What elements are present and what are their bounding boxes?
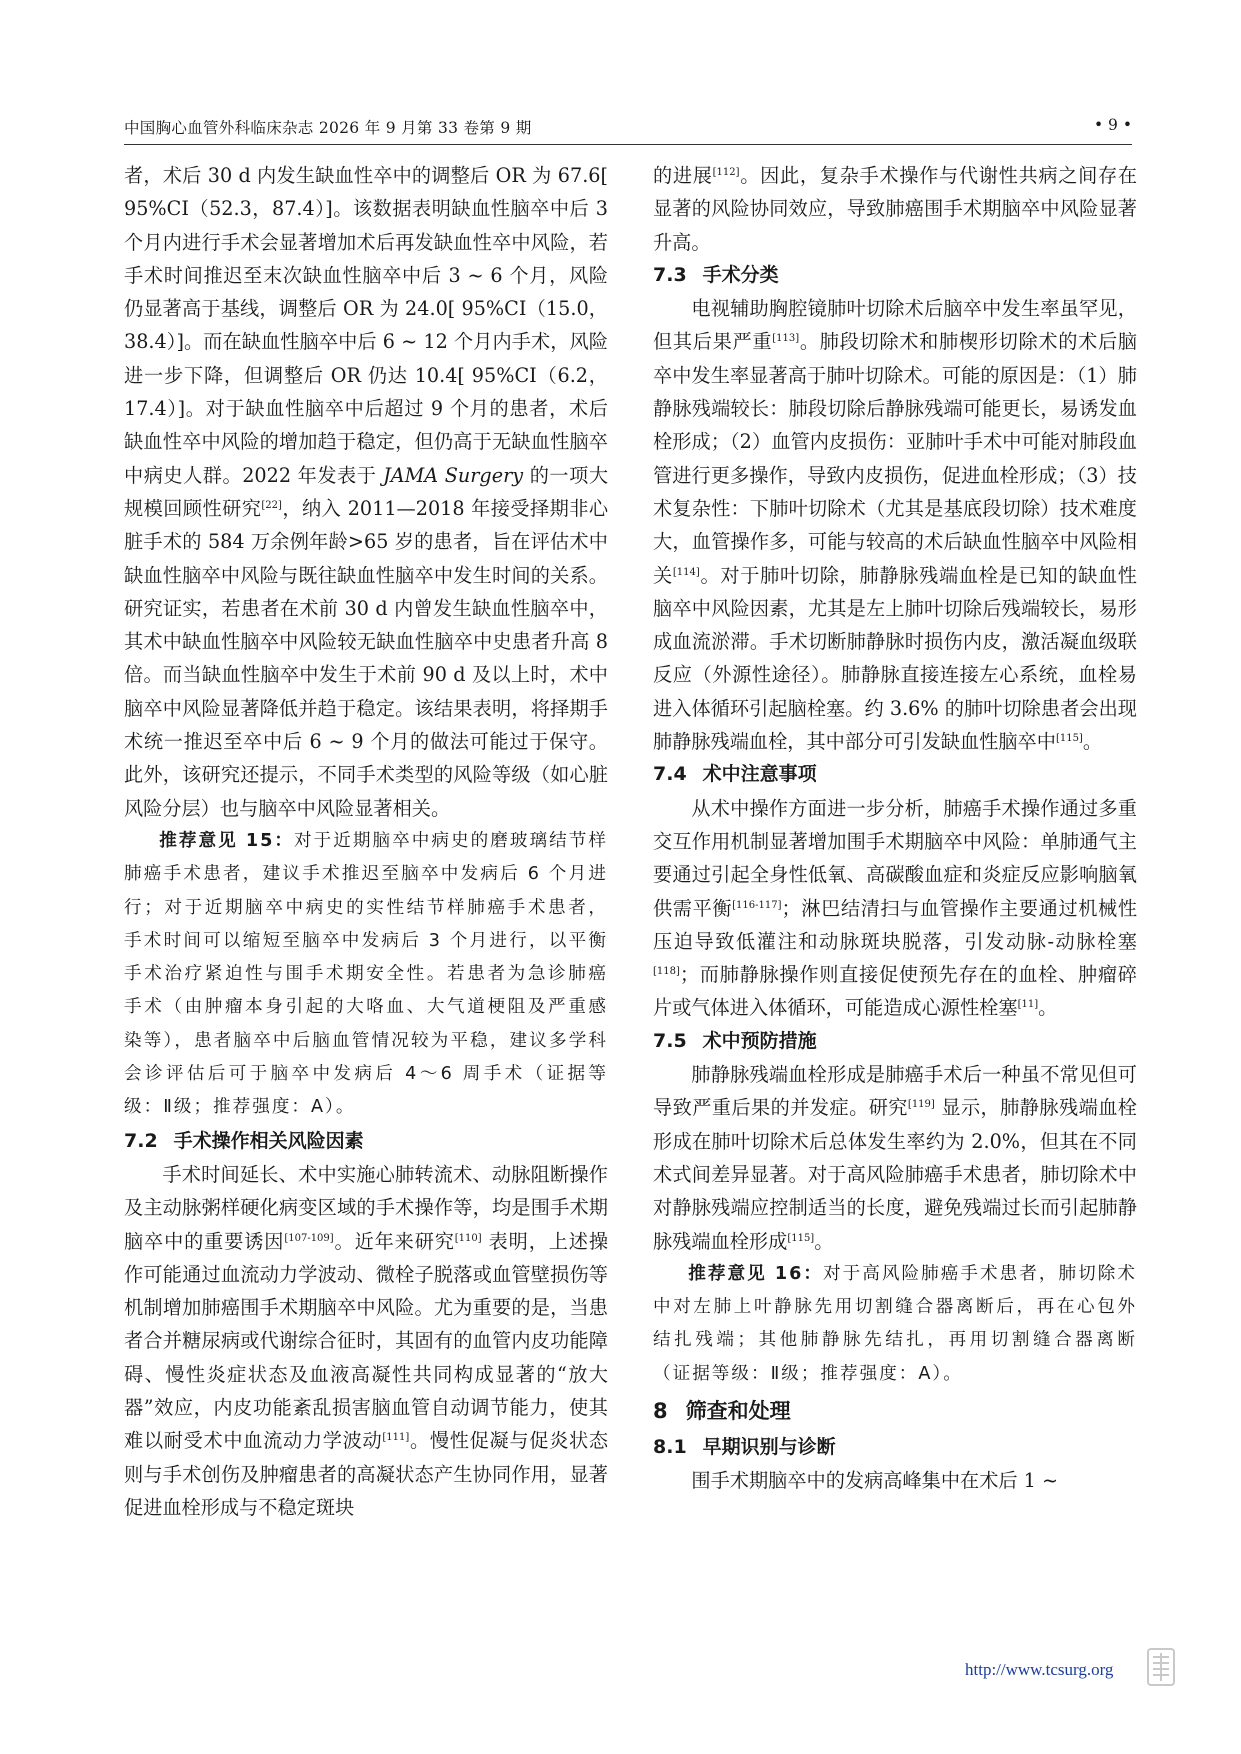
citation: [111] bbox=[382, 1432, 410, 1444]
paragraph-7-4: 从术中操作方面进一步分析，肺癌手术操作通过多重交互作用机制显著增加围手术期脑卒中风险：单肺通气主要通过引起全身性低氧、高碳酸血症和炎症反应影响脑氧供需平衡[116-117]；淋巴结清扫与血管操作主要通过机械性压迫导致低灌注和动脉斑块脱落，引发动脉-动脉栓塞[118]；而肺静脉操作则直接促使预先存在的血栓、肿瘤碎片或气体进入体循环，可能造成心源性栓塞[11]。 bbox=[653, 796, 1138, 1020]
citation: [114] bbox=[672, 566, 700, 578]
journal-title: 中国胸心血管外科临床杂志 2026 年 9 月第 33 卷第 9 期 bbox=[124, 119, 532, 137]
citation: [118] bbox=[653, 966, 680, 978]
citation: [22] bbox=[261, 499, 282, 511]
paragraph-stroke-timing: 者，术后 30 d 内发生缺血性卒中的调整后 OR 为 67.6[ 95%CI（52.3，87.4）]。该数据表明缺血性脑卒中后 3 个月内进行手术会显著增加术后再发缺血性卒中风险，若手术时间推迟至末次缺血性脑卒中后 3 ~ 6 个月，风险仍显著高于基线，调整后 OR 为 24.0[ 95%CI（15.0，38.4）]。而在缺血性脑卒中后 6 ~ 12 个月内手术，风险进一步下降，但调整后 OR 仍达 10.4[ 95%CI（6.2，17.4）]。对于缺血性脑卒中后超过 9 个月的患者，术后缺血性卒中风险的增加趋于稳定，但仍高于无缺血性脑卒中病史人群。2022 年发表于 JAMA Surgery 的一项大规模回顾性研究[22]，纳入 2011—2018 年接受择期非心脏手术的 584 万余例年龄>65 岁的患者，旨在评估术中缺血性脑卒中风险与既往缺血性脑卒中发生时间的关系。研究证实，若患者在术前 30 d 内曾发生缺血性脑卒中，其术中缺血性脑卒中风险较无缺血性脑卒中史患者升高 8 倍。而当缺血性脑卒中发生于术前 90 d 及以上时，术中脑卒中风险显著降低并趋于稳定。该结果表明，将择期手术统一推迟至卒中后 6 ~ 9 个月的做法可能过于保守。此外，该研究还提示，不同手术类型的风险等级（如心脏风险分层）也与脑卒中风险显著相关。 bbox=[124, 164, 609, 820]
citation: [113] bbox=[772, 333, 800, 345]
recommendation-15: 推荐意见 15：对于近期脑卒中病史的磨玻璃结节样肺癌手术患者，建议手术推迟至脑卒中发病后 6 个月进行；对于近期脑卒中病史的实性结节样肺癌手术患者，手术时间可以缩短至脑卒中发病后 3 个月进行，以平衡手术治疗紧迫性与围手术期安全性。若患者为急诊肺癌手术（由肿瘤本身引起的大咯血、大气道梗阻及严重感染等），患者脑卒中后脑血管情况较为平稳，建议多学科会诊评估后可于脑卒中发病后 4～6 周手术（证据等级：Ⅱ级；推荐强度：A）。 bbox=[124, 830, 608, 1118]
citation: [107-109] bbox=[284, 1232, 334, 1244]
paragraph-continuation: 的进展[112]。因此，复杂手术操作与代谢性共病之间存在显著的风险协同效应，导致肺癌围手术期脑卒中风险显著升高。 bbox=[653, 164, 1138, 254]
recommendation-16: 推荐意见 16：对于高风险肺癌手术患者，肺切除术中对左肺上叶静脉先用切割缝合器离断后，再在心包外结扎残端；其他肺静脉先结扎，再用切割缝合器离断（证据等级：Ⅱ级；推荐强度：A）。 bbox=[653, 1263, 1137, 1384]
recommendation-label: 推荐意见 16： bbox=[688, 1263, 823, 1284]
citation: [115] bbox=[1055, 733, 1083, 745]
recommendation-label: 推荐意见 15： bbox=[159, 830, 294, 851]
section-heading-7-2: 7.2 手术操作相关风险因素 bbox=[124, 1129, 364, 1152]
section-heading-7-5: 7.5 术中预防措施 bbox=[653, 1029, 817, 1052]
page-number: • 9 • bbox=[1093, 116, 1132, 134]
citation: [116-117] bbox=[732, 899, 782, 911]
section-heading-8-1: 8.1 早期识别与诊断 bbox=[653, 1435, 836, 1458]
section-heading-7-4: 7.4 术中注意事项 bbox=[653, 763, 817, 786]
right-column bbox=[653, 160, 1137, 1498]
running-header bbox=[124, 116, 1132, 146]
citation: [119] bbox=[907, 1099, 935, 1111]
left-column bbox=[124, 160, 608, 1524]
paragraph-7-5: 肺静脉残端血栓形成是肺癌手术后一种虽不常见但可导致严重后果的并发症。研究[119] 显示，肺静脉残端血栓形成在肺叶切除术后总体发生率约为 2.0%，但其在不同术式间差异显著。对于高风险肺癌手术患者，肺切除术中对静脉残端应控制适当的长度，避免残端过长而引起肺静脉残端血栓形成[115]。 bbox=[653, 1063, 1137, 1253]
paragraph-7-3: 电视辅助胸腔镜肺叶切除术后脑卒中发生率虽罕见，但其后果严重[113]。肺段切除术和肺楔形切除术的术后脑卒中发生率显著高于肺叶切除术。可能的原因是：（1）肺静脉残端较长：肺段切除后静脉残端可能更长，易诱发血栓形成；（2）血管内皮损伤：亚肺叶手术中可能对肺段血管进行更多操作，导致内皮损伤，促进血栓形成；（3）技术复杂性：下肺叶切除术（尤其是基底段切除）技术难度大，血管操作多，可能与较高的术后缺血性脑卒中风险相关[114]。对于肺叶切除，肺静脉残端血栓是已知的缺血性脑卒中风险因素，尤其是左上肺叶切除后残端较长，易形成血流淤滞。手术切断肺静脉时损伤内皮，激活凝血级联反应（外源性途径）。肺静脉直接连接左心系统，血栓易进入体循环引起脑栓塞。约 3.6% 的肺叶切除患者会出现肺静脉残端血栓，其中部分可引发缺血性脑卒中[115]。 bbox=[653, 297, 1138, 754]
citation: [112] bbox=[712, 167, 740, 178]
citation: [115] bbox=[787, 1232, 815, 1244]
citation: [11] bbox=[1017, 999, 1039, 1011]
journal-name: JAMA Surgery bbox=[383, 463, 524, 487]
section-heading-7-3: 7.3 手术分类 bbox=[653, 263, 779, 286]
paragraph-7-2: 手术时间延长、术中实施心肺转流术、动脉阻断操作及主动脉粥样硬化病变区域的手术操作等，均是围手术期脑卒中的重要诱因[107-109]。近年来研究[110] 表明，上述操作可能通过血流动力学波动、微栓子脱落或血管壁损伤等机制增加肺癌围手术期脑卒中风险。尤为重要的是，当患者合并糖尿病或代谢综合征时，其固有的血管内皮功能障碍、慢性炎症状态及血液高凝性共同构成显著的“放大器”效应，内皮功能紊乱损害脑血管自动调节能力，使其难以耐受术中血流动力学波动[111]。慢性促凝与促炎状态则与手术创伤及肿瘤患者的高凝状态产生协同作用，显著促进血栓形成与不稳定斑块 bbox=[124, 1162, 609, 1519]
citation: [110] bbox=[454, 1232, 482, 1244]
paragraph-8-1: 围手术期脑卒中的发病高峰集中在术后 1 ~ bbox=[691, 1469, 1059, 1493]
section-heading-8: 8 筛查和处理 bbox=[653, 1398, 791, 1423]
journal-logo-icon bbox=[1145, 1646, 1177, 1688]
journal-url-link[interactable]: http://www.tcsurg.org bbox=[965, 1660, 1114, 1679]
header-rule bbox=[124, 144, 1132, 145]
